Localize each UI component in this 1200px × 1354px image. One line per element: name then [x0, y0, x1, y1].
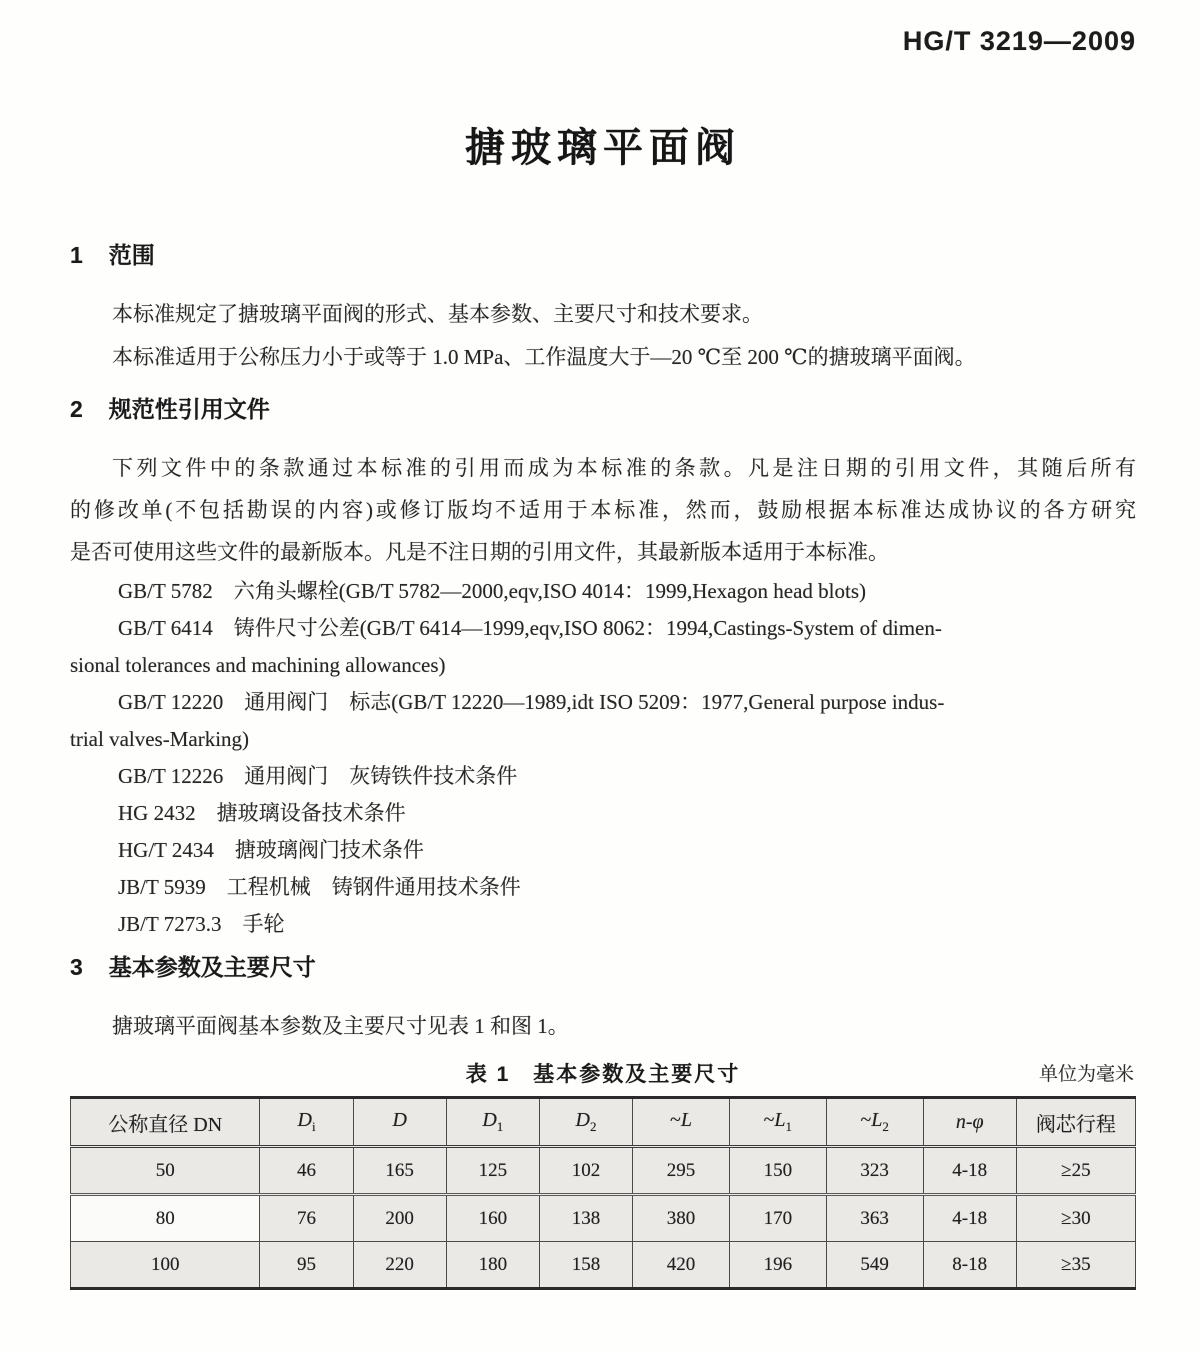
- refs-intro-line: 是否可使用这些文件的最新版本。凡是不注日期的引用文件，其最新版本适用于本标准。: [70, 540, 889, 564]
- section-3-number: 3: [70, 954, 83, 980]
- reference-item: JB/T 5939 工程机械 铸钢件通用技术条件: [118, 875, 521, 899]
- cell-dn: 100: [71, 1242, 260, 1289]
- section-1-number: 1: [70, 242, 83, 268]
- header-cell-l1: $\sim L_1$: [729, 1098, 826, 1147]
- cell: 295: [633, 1147, 730, 1195]
- cell: 160: [446, 1195, 539, 1242]
- cell: 380: [633, 1195, 730, 1242]
- reference-item: GB/T 6414 铸件尺寸公差(GB/T 6414—1999,eqv,ISO 8062：1994,Castings-System of dimen-: [118, 616, 942, 640]
- reference-item: GB/T 12226 通用阀门 灰铸铁件技术条件: [118, 764, 518, 788]
- reference-item: GB/T 5782 六角头螺栓(GB/T 5782—2000,eqv,ISO 4014：1999,Hexagon head blots): [118, 579, 866, 603]
- doc-number: HG/T 3219—2009: [902, 26, 1136, 56]
- scope-paragraph: 本标准规定了搪玻璃平面阀的形式、基本参数、主要尺寸和技术要求。: [112, 302, 763, 326]
- cell: 165: [353, 1147, 446, 1195]
- cell: 4-18: [923, 1195, 1016, 1242]
- section-2-title: 规范性引用文件: [108, 396, 270, 422]
- header-cell-d: D: [353, 1098, 446, 1147]
- cell: ≥25: [1016, 1147, 1135, 1195]
- cell: 363: [826, 1195, 923, 1242]
- cell: 220: [353, 1242, 446, 1289]
- cell: 420: [633, 1242, 730, 1289]
- section-3-title: 基本参数及主要尺寸: [108, 954, 316, 980]
- table-caption: 表 1 基本参数及主要尺寸: [465, 1063, 741, 1086]
- cell-dn: 50: [71, 1147, 260, 1195]
- section-1-title: 范围: [108, 242, 155, 268]
- cell: ≥35: [1016, 1242, 1135, 1289]
- reference-item: JB/T 7273.3 手轮: [118, 912, 285, 936]
- dimensions-table: [70, 1096, 1136, 1290]
- unit-note: 单位为毫米: [1038, 1064, 1134, 1085]
- header-cell-n-phi: n-φ: [923, 1098, 1016, 1147]
- cell: 125: [446, 1147, 539, 1195]
- header-cell-l: ~L: [633, 1098, 730, 1147]
- cell: 549: [826, 1242, 923, 1289]
- section-1-heading: [70, 239, 1136, 271]
- reference-item: GB/T 12220 通用阀门 标志(GB/T 12220—1989,idt ISO 5209：1977,General purpose indus-: [118, 690, 945, 714]
- section-2-number: 2: [70, 396, 83, 422]
- cell: 200: [353, 1195, 446, 1242]
- scope-paragraph: 本标准适用于公称压力小于或等于 1.0 MPa、工作温度大于—20 ℃至 200 ℃的搪玻璃平面阀。: [112, 345, 976, 369]
- cell: 76: [260, 1195, 353, 1242]
- cell: 8-18: [923, 1242, 1016, 1289]
- cell: 95: [260, 1242, 353, 1289]
- cell: 170: [729, 1195, 826, 1242]
- table-row: [71, 1242, 1136, 1289]
- header-cell-d2: $D_2$: [539, 1098, 632, 1147]
- reference-item: HG 2432 搪玻璃设备技术条件: [118, 801, 406, 825]
- section-2-heading: [70, 393, 1136, 425]
- cell: 138: [539, 1195, 632, 1242]
- parameters-paragraph: 搪玻璃平面阀基本参数及主要尺寸见表 1 和图 1。: [112, 1014, 569, 1038]
- refs-intro-line: 下列文件中的条款通过本标准的引用而成为本标准的条款。凡是注日期的引用文件，其随后所有: [112, 456, 1136, 480]
- table-caption-row: [70, 1060, 1136, 1092]
- reference-item-continuation: sional tolerances and machining allowances): [70, 653, 446, 677]
- cell-dn: 80: [71, 1195, 260, 1242]
- reference-item-continuation: trial valves-Marking): [70, 727, 250, 751]
- header-cell-di: $D_i$: [260, 1098, 353, 1147]
- cell: 196: [729, 1242, 826, 1289]
- cell: 180: [446, 1242, 539, 1289]
- cell: ≥30: [1016, 1195, 1135, 1242]
- header-cell-l2: $\sim L_2$: [826, 1098, 923, 1147]
- cell: 323: [826, 1147, 923, 1195]
- header-cell-d1: $D_1$: [446, 1098, 539, 1147]
- header-cell-dn: 公称直径 DN: [71, 1098, 260, 1147]
- cell: 150: [729, 1147, 826, 1195]
- reference-item: HG/T 2434 搪玻璃阀门技术条件: [118, 838, 424, 862]
- table-row: [71, 1147, 1136, 1195]
- header-cell-travel: 阀芯行程: [1016, 1098, 1135, 1147]
- cell: 4-18: [923, 1147, 1016, 1195]
- table-header-row: [71, 1098, 1136, 1147]
- table-row: [71, 1195, 1136, 1242]
- doc-title: 搪玻璃平面阀: [465, 126, 741, 170]
- cell: 102: [539, 1147, 632, 1195]
- refs-intro-line: 的修改单(不包括勘误的内容)或修订版均不适用于本标准，然而，鼓励根据本标准达成协议的各方研究: [70, 498, 1136, 522]
- section-3-heading: [70, 951, 1136, 983]
- cell: 158: [539, 1242, 632, 1289]
- cell: 46: [260, 1147, 353, 1195]
